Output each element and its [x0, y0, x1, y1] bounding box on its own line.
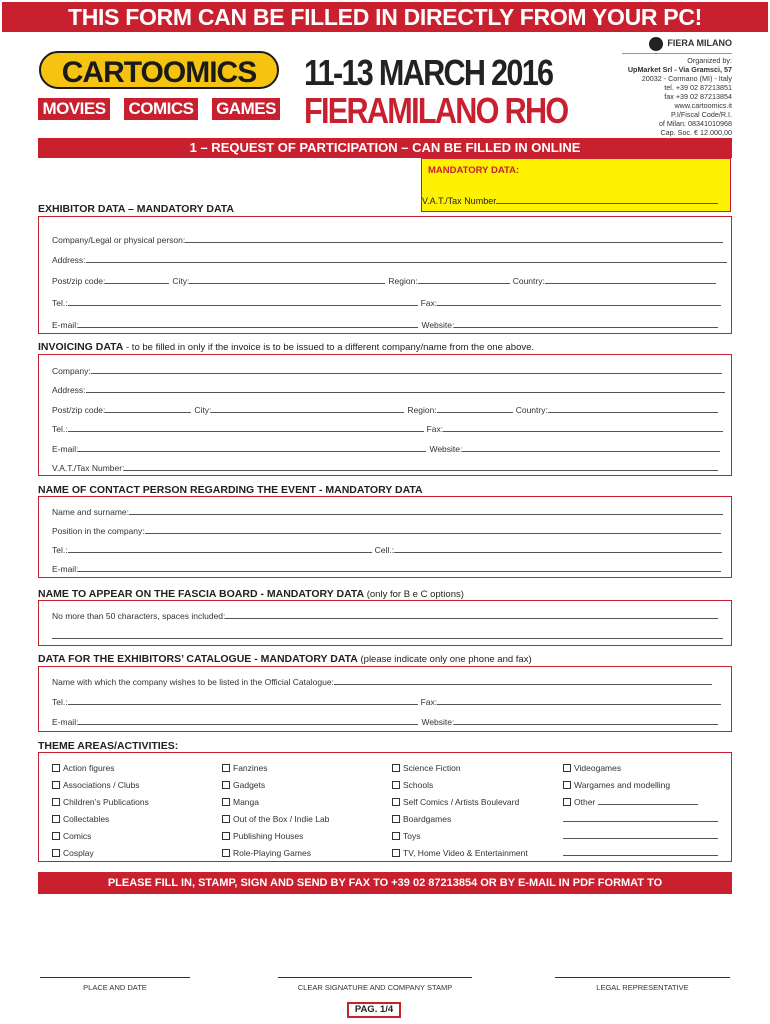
vat-label: V.A.T./Tax Number — [422, 196, 497, 206]
theme-checkbox[interactable] — [222, 828, 329, 845]
checkbox-icon[interactable] — [52, 781, 60, 789]
invoicing-city-label: City: — [194, 405, 212, 415]
theme-label: Collectables — [63, 814, 110, 824]
contact-email-row[interactable] — [52, 564, 721, 574]
fascia-label: No more than 50 characters, spaces included: — [52, 611, 226, 621]
contact-cell-label: Cell.: — [374, 545, 394, 555]
fascia-row[interactable] — [52, 611, 718, 621]
theme-label: Toys — [403, 831, 421, 841]
invoicing-address-label: Address: — [52, 385, 86, 395]
organizer-label: Organized by: — [687, 55, 732, 65]
theme-label: Other — [574, 797, 596, 807]
tag-comics: COMICS — [124, 98, 198, 120]
exhibitor-fax-input[interactable] — [437, 298, 721, 306]
exhibitor-title: EXHIBITOR DATA – MANDATORY DATA — [38, 203, 235, 215]
theme-label: Publishing Houses — [233, 831, 304, 841]
invoicing-title — [38, 341, 534, 353]
theme-checkbox[interactable] — [52, 811, 149, 828]
checkbox-icon[interactable] — [392, 781, 400, 789]
checkbox-icon[interactable] — [392, 832, 400, 840]
top-banner: THIS FORM CAN BE FILLED IN DIRECTLY FROM YOUR PC! — [2, 2, 768, 32]
contact-cell-input[interactable] — [394, 545, 722, 553]
theme-label: TV, Home Video & Entertainment — [403, 848, 528, 858]
catalogue-name-row[interactable] — [52, 677, 712, 687]
contact-email-label: E-mail: — [52, 564, 79, 574]
invoicing-tel-row[interactable] — [52, 424, 723, 434]
exhibitor-region-input[interactable] — [418, 276, 510, 284]
exhibitor-city-input[interactable] — [189, 276, 385, 284]
fiera-logo-icon — [649, 37, 663, 51]
checkbox-icon[interactable] — [222, 781, 230, 789]
themes-col-3 — [392, 760, 528, 862]
other-line[interactable] — [563, 828, 718, 845]
invoicing-tel-input[interactable] — [68, 424, 424, 432]
other-input-3[interactable] — [563, 831, 718, 839]
exhibitor-fax-label: Fax: — [420, 298, 438, 308]
exhibitor-post-input[interactable] — [105, 276, 169, 284]
exhibitor-tel-label: Tel.: — [52, 298, 68, 308]
catalogue-email-row[interactable] — [52, 717, 718, 727]
invoicing-box — [38, 354, 732, 476]
exhibitor-country-input[interactable] — [545, 276, 716, 284]
cartoomics-logo — [38, 46, 280, 124]
theme-checkbox[interactable] — [392, 845, 528, 862]
catalogue-name-input[interactable] — [334, 677, 712, 685]
invoicing-website-label: Website: — [429, 444, 463, 454]
theme-label: Cosplay — [63, 848, 94, 858]
fiera-brand-text: FIERA MILANO — [667, 38, 732, 48]
exhibitor-company-row[interactable] — [52, 235, 723, 245]
organizer-line-0: UpMarket Srl - Via Gramsci, 57 — [627, 64, 732, 74]
themes-col-2 — [222, 760, 329, 862]
footer-instruction: PLEASE FILL IN, STAMP, SIGN AND SEND BY FAX TO +39 02 87213854 OR BY E-MAIL IN PDF FORMAT TO CARTOOMICS@UPMARKETSRL.IT — [38, 872, 732, 894]
invoicing-company-row[interactable] — [52, 366, 722, 376]
invoicing-address-row[interactable] — [52, 385, 725, 395]
contact-box — [38, 496, 732, 578]
checkbox-icon[interactable] — [52, 815, 60, 823]
catalogue-title — [38, 653, 532, 665]
checkbox-icon[interactable] — [392, 849, 400, 857]
catalogue-tel-row[interactable] — [52, 697, 721, 707]
logo-wordmark — [38, 46, 280, 94]
checkbox-icon[interactable] — [52, 798, 60, 806]
theme-label: Wargames and modelling — [574, 780, 671, 790]
contact-position-input[interactable] — [145, 526, 721, 534]
themes-box — [38, 752, 732, 862]
theme-label: Videogames — [574, 763, 622, 773]
page-number: PAG. 1/4 — [347, 1002, 401, 1018]
other-input[interactable] — [598, 797, 698, 805]
catalogue-fax-label: Fax: — [420, 697, 438, 707]
fascia-title-text: NAME TO APPEAR ON THE FASCIA BOARD - MANDATORY DATA — [38, 588, 365, 600]
checkbox-icon[interactable] — [392, 798, 400, 806]
invoicing-website-input[interactable] — [462, 444, 720, 452]
theme-label: Gadgets — [233, 780, 266, 790]
contact-title: NAME OF CONTACT PERSON REGARDING THE EVENT - MANDATORY DATA — [38, 484, 423, 496]
invoicing-country-input[interactable] — [548, 405, 718, 413]
fascia-input-2[interactable] — [52, 631, 723, 639]
exhibitor-email-input[interactable] — [78, 320, 418, 328]
themes-col-4 — [563, 760, 718, 862]
signature-place-date[interactable]: PLACE AND DATE — [40, 977, 190, 992]
contact-tel-row[interactable] — [52, 545, 722, 555]
exhibitor-post-row[interactable] — [52, 276, 716, 286]
contact-name-label: Name and surname: — [52, 507, 130, 517]
fascia-input[interactable] — [225, 611, 718, 619]
invoicing-region-label: Region: — [407, 405, 437, 415]
theme-checkbox[interactable] — [222, 811, 329, 828]
invoicing-fax-input[interactable] — [443, 424, 723, 432]
invoicing-email-row[interactable] — [52, 444, 720, 454]
organizer-line-1: 20032 - Cormano (MI) - Italy — [641, 73, 732, 83]
catalogue-note: (please indicate only one phone and fax) — [357, 654, 532, 665]
checkbox-icon[interactable] — [222, 849, 230, 857]
theme-checkbox[interactable] — [222, 777, 329, 794]
exhibitor-website-input[interactable] — [454, 320, 718, 328]
catalogue-tel-input[interactable] — [68, 697, 418, 705]
invoicing-note: - to be filled in only if the invoice is to be issued to a different company/name from the one above. — [123, 342, 535, 353]
theme-label: Out of the Box / Indie Lab — [233, 814, 330, 824]
theme-checkbox[interactable] — [52, 760, 149, 777]
theme-label: Role-Playing Games — [233, 848, 311, 858]
theme-checkbox[interactable] — [222, 845, 329, 862]
invoicing-country-label: Country: — [515, 405, 548, 415]
exhibitor-region-label: Region: — [388, 276, 418, 286]
checkbox-icon[interactable] — [222, 815, 230, 823]
invoicing-vat-row[interactable] — [52, 463, 718, 473]
organizer-line-2: tel. +39 02 87213851 — [664, 82, 732, 92]
invoicing-tel-label: Tel.: — [52, 424, 68, 434]
invoicing-city-input[interactable] — [211, 405, 404, 413]
theme-checkbox[interactable] — [52, 845, 149, 862]
theme-checkbox[interactable] — [222, 760, 329, 777]
contact-position-label: Position in the company: — [52, 526, 145, 536]
catalogue-email-label: E-mail: — [52, 717, 79, 727]
theme-checkbox-other[interactable] — [563, 794, 718, 811]
exhibitor-company-label: Company/Legal or physical person: — [52, 235, 186, 245]
checkbox-icon[interactable] — [392, 815, 400, 823]
invoicing-vat-label: V.A.T./Tax Number: — [52, 463, 125, 473]
invoicing-email-input[interactable] — [78, 444, 426, 452]
theme-checkbox[interactable] — [392, 828, 528, 845]
theme-label: Children’s Publications — [63, 797, 149, 807]
catalogue-name-label: Name with which the company wishes to be listed in the Official Catalogue: — [52, 677, 334, 687]
catalogue-tel-label: Tel.: — [52, 697, 68, 707]
fascia-box — [38, 600, 732, 646]
theme-checkbox[interactable] — [52, 777, 149, 794]
exhibitor-address-input[interactable] — [86, 255, 727, 263]
tag-games: GAMES — [212, 98, 280, 120]
invoicing-address-input[interactable] — [86, 385, 725, 393]
contact-tel-label: Tel.: — [52, 545, 68, 555]
exhibitor-email-label: E-mail: — [52, 320, 79, 330]
theme-label: Manga — [233, 797, 259, 807]
theme-checkbox[interactable] — [392, 760, 528, 777]
other-input-2[interactable] — [563, 814, 718, 822]
fascia-row-2[interactable] — [52, 631, 723, 641]
catalogue-email-input[interactable] — [78, 717, 418, 725]
request-title: 1 – REQUEST OF PARTICIPATION – CAN BE FILLED IN ONLINE — [38, 138, 732, 158]
fascia-title — [38, 588, 464, 600]
other-input-4[interactable] — [563, 848, 718, 856]
exhibitor-website-label: Website: — [421, 320, 455, 330]
checkbox-icon[interactable] — [52, 849, 60, 857]
checkbox-icon[interactable] — [563, 764, 571, 772]
tag-movies: MOVIES — [38, 98, 110, 120]
invoicing-title-text: INVOICING DATA — [38, 341, 124, 353]
exhibitor-city-label: City: — [172, 276, 190, 286]
contact-tel-input[interactable] — [68, 545, 372, 553]
invoicing-company-input[interactable] — [91, 366, 722, 374]
catalogue-website-label: Website: — [421, 717, 455, 727]
contact-position-row[interactable] — [52, 526, 721, 536]
exhibitor-email-row[interactable] — [52, 320, 718, 330]
invoicing-company-label: Company: — [52, 366, 91, 376]
event-venue: FIERAMILANO RHO — [304, 90, 568, 131]
theme-label: Fanzines — [233, 763, 268, 773]
exhibitor-box — [38, 216, 732, 334]
contact-name-input[interactable] — [129, 507, 723, 515]
theme-label: Boardgames — [403, 814, 452, 824]
divider — [622, 53, 732, 54]
exhibitor-address-row[interactable] — [52, 255, 727, 265]
checkbox-icon[interactable] — [222, 832, 230, 840]
fascia-note: (only for B e C options) — [364, 589, 464, 600]
exhibitor-tel-row[interactable] — [52, 298, 721, 308]
theme-checkbox[interactable] — [392, 811, 528, 828]
exhibitor-country-label: Country: — [512, 276, 545, 286]
theme-checkbox[interactable] — [222, 794, 329, 811]
exhibitor-address-label: Address: — [52, 255, 86, 265]
other-line[interactable] — [563, 845, 718, 862]
vat-field[interactable] — [422, 196, 718, 206]
checkbox-icon[interactable] — [563, 798, 571, 806]
invoicing-vat-input[interactable] — [124, 463, 718, 471]
catalogue-box — [38, 666, 732, 732]
catalogue-website-input[interactable] — [454, 717, 718, 725]
theme-label: Associations / Clubs — [63, 780, 140, 790]
theme-checkbox[interactable] — [52, 828, 149, 845]
catalogue-title-text: DATA FOR THE EXHIBITORS’ CATALOGUE - MANDATORY DATA — [38, 653, 358, 665]
contact-name-row[interactable] — [52, 507, 723, 517]
checkbox-icon[interactable] — [563, 781, 571, 789]
theme-label: Schools — [403, 780, 434, 790]
invoicing-post-row[interactable] — [52, 405, 718, 415]
checkbox-icon[interactable] — [222, 798, 230, 806]
logo-word-text: CARTOOMICS — [61, 56, 257, 89]
catalogue-fax-input[interactable] — [437, 697, 721, 705]
organizer-line-3: fax +39 02 87213854 — [664, 91, 732, 101]
theme-label: Science Fiction — [403, 763, 461, 773]
theme-checkbox[interactable] — [563, 760, 718, 777]
organizer-line-5: P.I/Fiscal Code/R.I. — [671, 109, 732, 119]
themes-title: THEME AREAS/ACTIVITIES: — [38, 740, 179, 752]
other-line[interactable] — [563, 811, 718, 828]
theme-label: Comics — [63, 831, 92, 841]
theme-label: Self Comics / Artists Boulevard — [403, 797, 520, 807]
event-dates: 11-13 MARCH 2016 — [304, 52, 553, 93]
themes-col-1 — [52, 760, 149, 862]
organizer-line-4: www.cartoomics.it — [674, 100, 732, 110]
theme-label: Action figures — [63, 763, 115, 773]
theme-checkbox[interactable] — [392, 777, 528, 794]
contact-email-input[interactable] — [78, 564, 721, 572]
invoicing-post-input[interactable] — [105, 405, 191, 413]
organizer-block — [572, 36, 732, 146]
theme-checkbox[interactable] — [392, 794, 528, 811]
exhibitor-tel-input[interactable] — [68, 298, 418, 306]
organizer-line-6: of Milan: 08341010968 — [658, 118, 732, 128]
exhibitor-company-input[interactable] — [185, 235, 723, 243]
mandatory-title: MANDATORY DATA: — [428, 165, 520, 176]
theme-checkbox[interactable] — [563, 777, 718, 794]
fiera-brand — [572, 36, 732, 51]
invoicing-post-label: Post/zip code: — [52, 405, 106, 415]
invoicing-fax-label: Fax: — [426, 424, 444, 434]
organizer-line-7: Cap. Soc. € 12.000,00 — [660, 127, 732, 137]
checkbox-icon[interactable] — [52, 764, 60, 772]
checkbox-icon[interactable] — [52, 832, 60, 840]
checkbox-icon[interactable] — [392, 764, 400, 772]
mandatory-box — [421, 158, 731, 212]
signature-company-stamp[interactable]: CLEAR SIGNATURE AND COMPANY STAMP — [278, 977, 472, 992]
signature-legal-rep[interactable]: LEGAL REPRESENTATIVE — [555, 977, 730, 992]
invoicing-email-label: E-mail: — [52, 444, 79, 454]
exhibitor-post-label: Post/zip code: — [52, 276, 106, 286]
vat-input[interactable] — [496, 196, 718, 204]
theme-checkbox[interactable] — [52, 794, 149, 811]
checkbox-icon[interactable] — [222, 764, 230, 772]
invoicing-region-input[interactable] — [437, 405, 513, 413]
